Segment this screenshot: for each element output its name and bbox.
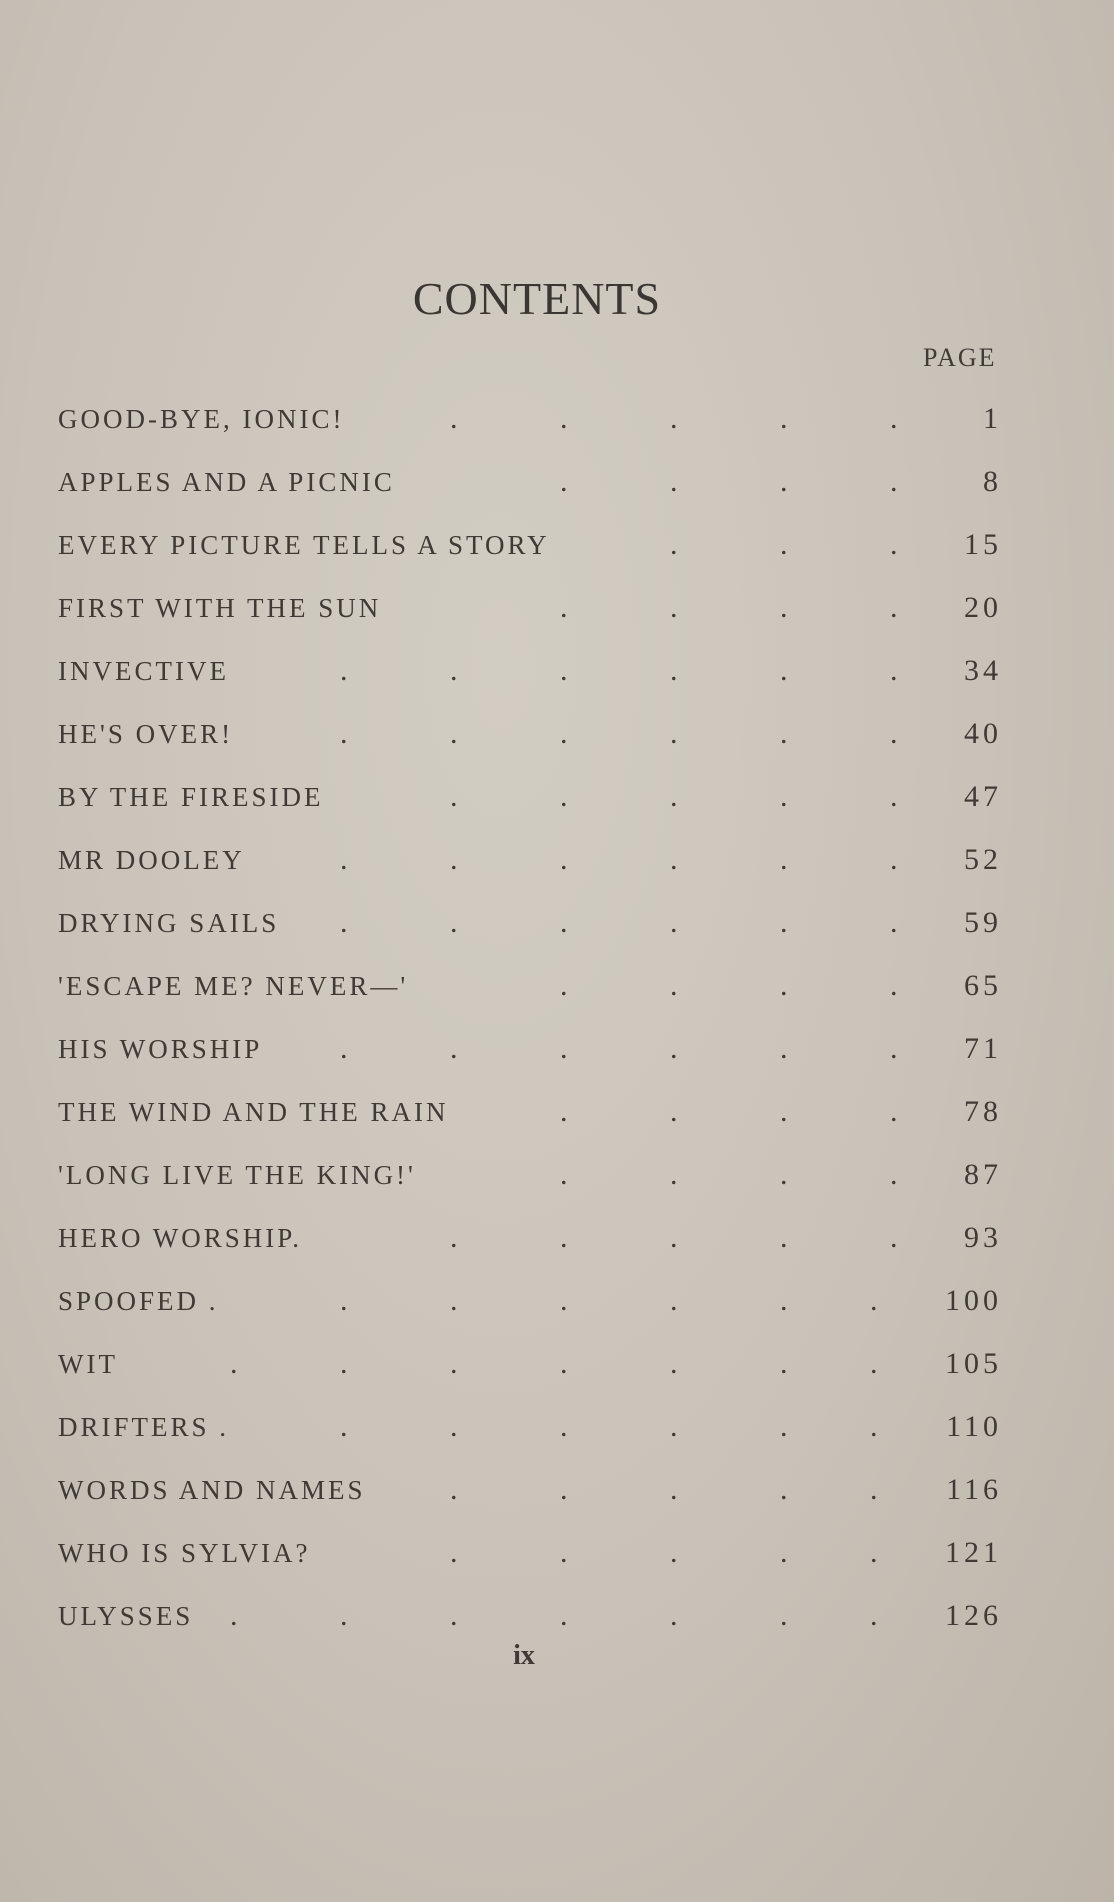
- leader-dot: .: [560, 402, 568, 435]
- toc-entry: [58, 1146, 1008, 1206]
- leader-dot: .: [870, 1536, 878, 1569]
- leader-dot: .: [670, 1536, 678, 1569]
- leader-dot: .: [450, 843, 458, 876]
- toc-entry-title: GOOD-BYE, IONIC!: [58, 404, 345, 434]
- leader-dot: .: [780, 1032, 788, 1065]
- leader-dot: .: [780, 1347, 788, 1380]
- toc-entry: [58, 1335, 1008, 1395]
- leader-dot: .: [340, 1284, 348, 1317]
- leader-dot: .: [890, 528, 898, 561]
- leader-dot: .: [560, 780, 568, 813]
- leader-dot: .: [670, 1284, 678, 1317]
- leader-dot: .: [560, 1221, 568, 1254]
- toc-entry: [58, 642, 1008, 702]
- leader-dot: .: [560, 1095, 568, 1128]
- leader-dot: .: [780, 1221, 788, 1254]
- leader-dot: .: [670, 906, 678, 939]
- leader-dot: .: [780, 1410, 788, 1443]
- toc-entry-page: 71: [964, 1032, 1002, 1065]
- leader-dot: .: [670, 1410, 678, 1443]
- leader-dot: .: [560, 843, 568, 876]
- toc-entry-page: 59: [964, 906, 1002, 939]
- leader-dot: .: [870, 1284, 878, 1317]
- toc-entry-page: 65: [964, 969, 1002, 1002]
- leader-dot: .: [560, 1032, 568, 1065]
- leader-dot: .: [560, 1473, 568, 1506]
- leader-dot: .: [780, 528, 788, 561]
- leader-dot: .: [780, 843, 788, 876]
- toc-entry: [58, 957, 1008, 1017]
- page-folio: ix: [513, 1640, 535, 1671]
- leader-dot: .: [670, 717, 678, 750]
- leader-dot: .: [560, 654, 568, 687]
- leader-dot: .: [450, 780, 458, 813]
- leader-dot: .: [670, 591, 678, 624]
- leader-dot: .: [890, 843, 898, 876]
- leader-dot: .: [890, 906, 898, 939]
- leader-dot: .: [340, 906, 348, 939]
- leader-dot: .: [780, 1536, 788, 1569]
- toc-entry: [58, 1461, 1008, 1521]
- toc-entry-title: BY THE FIRESIDE: [58, 782, 324, 812]
- toc-entry: [58, 1524, 1008, 1584]
- leader-dot: .: [560, 906, 568, 939]
- leader-dot: .: [340, 1410, 348, 1443]
- leader-dot: .: [890, 465, 898, 498]
- leader-dot: .: [890, 1095, 898, 1128]
- leader-dot: .: [870, 1410, 878, 1443]
- leader-dot: .: [670, 654, 678, 687]
- leader-dot: .: [450, 906, 458, 939]
- leader-dot: .: [560, 1599, 568, 1632]
- toc-entry-title: MR DOOLEY: [58, 845, 245, 875]
- toc-entry-page: 34: [964, 654, 1002, 687]
- toc-entry-page: 126: [945, 1599, 1002, 1632]
- leader-dot: .: [560, 1158, 568, 1191]
- leader-dot: .: [780, 591, 788, 624]
- leader-dot: .: [780, 1158, 788, 1191]
- leader-dot: .: [340, 1599, 348, 1632]
- toc-entry-title: HERO WORSHIP.: [58, 1223, 303, 1253]
- leader-dot: .: [450, 1221, 458, 1254]
- leader-dot: .: [560, 717, 568, 750]
- toc-entry-page: 110: [946, 1410, 1002, 1443]
- leader-dot: .: [890, 402, 898, 435]
- toc-entry-title: DRIFTERS .: [58, 1412, 230, 1442]
- toc-entry-page: 47: [964, 780, 1002, 813]
- toc-entry-page: 15: [964, 528, 1002, 561]
- toc-entry: [58, 894, 1008, 954]
- toc-entry-page: 1: [983, 402, 1002, 435]
- leader-dot: .: [340, 1347, 348, 1380]
- toc-entry-title: SPOOFED .: [58, 1286, 219, 1316]
- leader-dot: .: [230, 1347, 238, 1380]
- toc-entry: [58, 579, 1008, 639]
- leader-dot: .: [890, 780, 898, 813]
- leader-dot: .: [450, 1599, 458, 1632]
- toc-entry: [58, 831, 1008, 891]
- leader-dot: .: [670, 402, 678, 435]
- page-title: CONTENTS: [412, 273, 662, 324]
- leader-dot: .: [670, 1221, 678, 1254]
- page-column-label: PAGE: [923, 343, 997, 372]
- toc-entry-title: DRYING SAILS: [58, 908, 280, 938]
- toc-entry-page: 116: [946, 1473, 1002, 1506]
- leader-dot: .: [890, 591, 898, 624]
- leader-dot: .: [890, 717, 898, 750]
- leader-dot: .: [780, 906, 788, 939]
- leader-dot: .: [670, 780, 678, 813]
- toc-entry-title: WORDS AND NAMES: [58, 1475, 366, 1505]
- leader-dot: .: [560, 591, 568, 624]
- toc-entry: [58, 516, 1008, 576]
- toc-entry-page: 105: [945, 1347, 1002, 1380]
- leader-dot: .: [780, 969, 788, 1002]
- toc-entry-title: 'ESCAPE ME? NEVER—': [58, 971, 409, 1001]
- leader-dot: .: [780, 654, 788, 687]
- toc-entry: [58, 390, 1008, 450]
- toc-entry: [58, 453, 1008, 513]
- leader-dot: .: [670, 1032, 678, 1065]
- leader-dot: .: [670, 465, 678, 498]
- leader-dot: .: [450, 1536, 458, 1569]
- leader-dot: .: [560, 465, 568, 498]
- leader-dot: .: [450, 1284, 458, 1317]
- toc-entry: [58, 768, 1008, 828]
- leader-dot: .: [450, 1347, 458, 1380]
- toc-entry-page: 100: [945, 1284, 1002, 1317]
- toc-entry: [58, 1020, 1008, 1080]
- toc-entry-page: 121: [945, 1536, 1002, 1569]
- leader-dot: .: [870, 1599, 878, 1632]
- leader-dot: .: [780, 1473, 788, 1506]
- leader-dot: .: [780, 465, 788, 498]
- toc-entry: [58, 1272, 1008, 1332]
- leader-dot: .: [450, 402, 458, 435]
- leader-dot: .: [780, 1284, 788, 1317]
- toc-entry-page: 52: [964, 843, 1002, 876]
- leader-dot: .: [670, 1599, 678, 1632]
- leader-dot: .: [670, 843, 678, 876]
- toc-entry-title: THE WIND AND THE RAIN: [58, 1097, 449, 1127]
- toc-entry-page: 20: [964, 591, 1002, 624]
- leader-dot: .: [890, 1221, 898, 1254]
- toc-entry-page: 78: [964, 1095, 1002, 1128]
- leader-dot: .: [670, 969, 678, 1002]
- leader-dot: .: [450, 1032, 458, 1065]
- leader-dot: .: [890, 1032, 898, 1065]
- leader-dot: .: [560, 1410, 568, 1443]
- toc-entry-page: 40: [964, 717, 1002, 750]
- toc-entry-title: APPLES AND A PICNIC: [58, 467, 395, 497]
- toc-entry: [58, 1083, 1008, 1143]
- toc-entry-title: FIRST WITH THE SUN: [58, 593, 382, 623]
- toc-entry: [58, 1398, 1008, 1458]
- leader-dot: .: [890, 969, 898, 1002]
- toc-entry-title: EVERY PICTURE TELLS A STORY: [58, 530, 550, 560]
- toc-entry: [58, 1587, 1008, 1647]
- leader-dot: .: [450, 654, 458, 687]
- leader-dot: .: [560, 1347, 568, 1380]
- leader-dot: .: [670, 1473, 678, 1506]
- toc-entry-page: 93: [964, 1221, 1002, 1254]
- toc-entry-title: HE'S OVER!: [58, 719, 234, 749]
- toc-entry-title: 'LONG LIVE THE KING!': [58, 1160, 416, 1190]
- toc-entry: [58, 1209, 1008, 1269]
- toc-entry-title: ULYSSES: [58, 1601, 194, 1631]
- toc-entry-page: 8: [983, 465, 1002, 498]
- toc-entry-title: WIT: [58, 1349, 118, 1379]
- leader-dot: .: [450, 1410, 458, 1443]
- leader-dot: .: [450, 1473, 458, 1506]
- leader-dot: .: [340, 717, 348, 750]
- leader-dot: .: [780, 402, 788, 435]
- leader-dot: .: [870, 1473, 878, 1506]
- leader-dot: .: [780, 1599, 788, 1632]
- toc-entry-title: WHO IS SYLVIA?: [58, 1538, 311, 1568]
- leader-dot: .: [780, 717, 788, 750]
- leader-dot: .: [890, 654, 898, 687]
- leader-dot: .: [670, 528, 678, 561]
- leader-dot: .: [670, 1095, 678, 1128]
- leader-dot: .: [450, 717, 458, 750]
- toc-entry-title: INVECTIVE: [58, 656, 229, 686]
- leader-dot: .: [870, 1347, 878, 1380]
- leader-dot: .: [560, 1284, 568, 1317]
- toc-entry-title: HIS WORSHIP: [58, 1034, 263, 1064]
- leader-dot: .: [340, 654, 348, 687]
- leader-dot: .: [340, 843, 348, 876]
- leader-dot: .: [560, 969, 568, 1002]
- leader-dot: .: [560, 1536, 568, 1569]
- leader-dot: .: [780, 780, 788, 813]
- toc-entry-page: 87: [964, 1158, 1002, 1191]
- leader-dot: .: [780, 1095, 788, 1128]
- leader-dot: .: [890, 1158, 898, 1191]
- toc-entry: [58, 705, 1008, 765]
- leader-dot: .: [340, 1032, 348, 1065]
- leader-dot: .: [670, 1158, 678, 1191]
- leader-dot: .: [670, 1347, 678, 1380]
- leader-dot: .: [230, 1599, 238, 1632]
